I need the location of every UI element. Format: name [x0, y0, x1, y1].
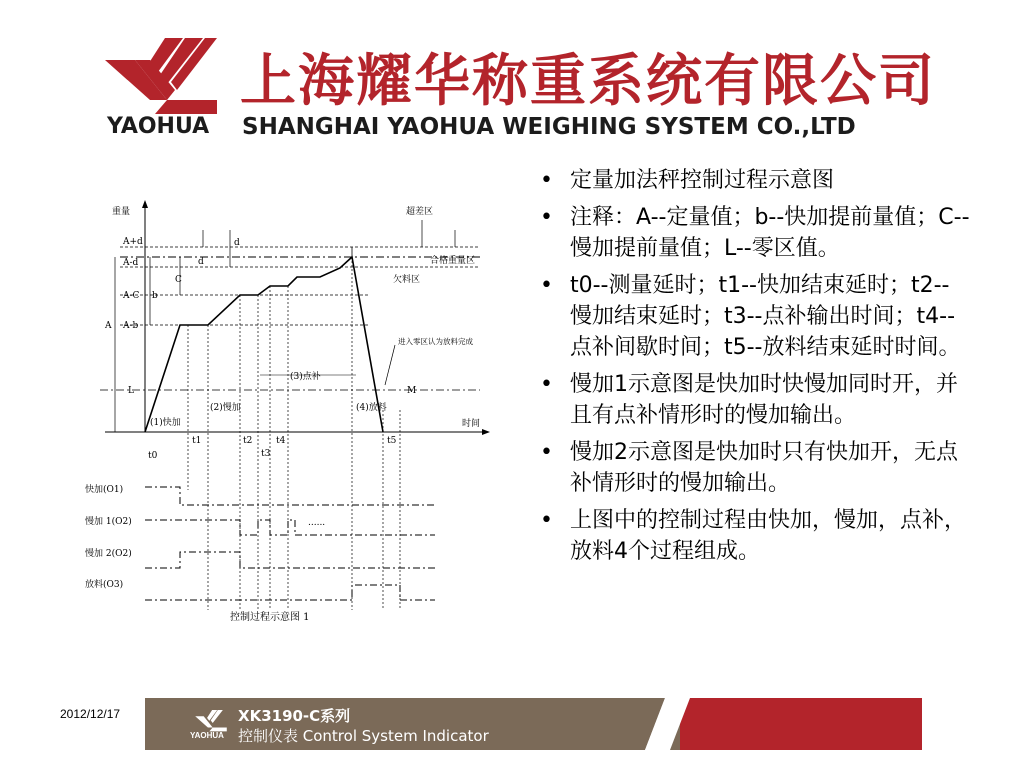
bullet-text: 慢加2示意图是快加时只有快加开，无点补情形时的慢加输出。 — [570, 440, 958, 496]
level-label: A — [105, 321, 112, 331]
bullet-item — [540, 165, 970, 196]
signal-label: 慢加 2(O2) — [85, 549, 132, 559]
bullet-dot: • — [540, 440, 553, 465]
bullet-item — [540, 270, 970, 363]
dim-label: b — [152, 291, 158, 301]
dots: ...... — [308, 518, 326, 528]
company-name-cn: 上海耀华称重系统有限公司 — [240, 49, 936, 114]
y-axis-label: 重量 — [112, 207, 131, 217]
phase-label: (4)放料 — [356, 403, 387, 413]
bullet-dot: • — [540, 508, 553, 533]
bullet-text: t0--测量延时；t1--快加结束延时；t2--慢加结束延时；t3--点补输出时间；t4--点补间歇时间；t5--放料结束延时时间。 — [570, 273, 961, 360]
signal-label: 快加(O1) — [85, 485, 124, 495]
company-name-en: SHANGHAI YAOHUA WEIGHING SYSTEM CO.,LTD — [242, 114, 856, 140]
footer-logo-icon — [193, 710, 229, 732]
dim-label: d — [234, 238, 240, 248]
marker-m: M — [407, 386, 417, 396]
bullet-text: 上图中的控制过程由快加，慢加，点补，放料4个过程组成。 — [570, 508, 967, 564]
bullet-list — [540, 165, 970, 573]
yaohua-logo-icon — [105, 38, 217, 116]
bullet-dot: • — [540, 273, 553, 298]
bullet-item — [540, 369, 970, 431]
time-label: t3 — [261, 449, 271, 459]
bullet-item — [540, 437, 970, 499]
bullet-text: 定量加法秤控制过程示意图 — [570, 168, 835, 193]
phase-label: (1)快加 — [150, 418, 181, 428]
x-axis-label: 时间 — [462, 419, 481, 429]
zero-zone-note: 进入零区认为放料完成 — [398, 337, 473, 346]
footer-logo-text: YAOHUA — [190, 731, 224, 740]
bullet-dot: • — [540, 372, 553, 397]
level-label: A-b — [123, 321, 139, 331]
bullet-dot: • — [540, 205, 553, 230]
time-label: t2 — [243, 436, 253, 446]
bullet-item — [540, 202, 970, 264]
phase-label: (2)慢加 — [210, 403, 241, 413]
dim-label: d — [198, 257, 204, 267]
level-label: L — [128, 386, 134, 396]
time-label: t1 — [192, 436, 202, 446]
phase-label: (3)点补 — [290, 372, 321, 382]
dim-label: C — [175, 275, 182, 285]
bullet-text: 慢加1示意图是快加时快慢加同时开，并且有点补情形时的慢加输出。 — [570, 372, 958, 428]
bullet-item — [540, 505, 970, 567]
header — [0, 0, 1024, 150]
level-label: A-d — [123, 258, 139, 268]
time-label: t0 — [148, 451, 158, 461]
signal-label: 放料(O3) — [85, 580, 124, 590]
zone-label-ok: 合格重量区 — [430, 256, 476, 266]
slide-date: 2012/12/17 — [60, 707, 121, 721]
signal-label: 慢加 1(O2) — [85, 517, 132, 527]
level-label: A+d — [123, 237, 143, 247]
footer-subtitle: 控制仪表 Control System Indicator — [238, 727, 489, 745]
control-process-diagram — [80, 190, 500, 630]
footer-banner — [145, 698, 922, 750]
time-label: t5 — [387, 436, 397, 446]
time-label: t4 — [276, 436, 286, 446]
zone-label-over: 超差区 — [406, 207, 434, 217]
footer-product: XK3190-C系列 — [238, 707, 351, 725]
figure-caption: 控制过程示意图 1 — [230, 612, 310, 623]
bullet-text: 注释：A--定量值；b--快加提前量值；C--慢加提前量值；L--零区值。 — [570, 205, 970, 261]
level-label: A-C — [123, 291, 140, 301]
zone-label-short: 欠料区 — [393, 275, 421, 285]
bullet-dot: • — [540, 168, 553, 193]
logo-text: YAOHUA — [107, 114, 210, 139]
